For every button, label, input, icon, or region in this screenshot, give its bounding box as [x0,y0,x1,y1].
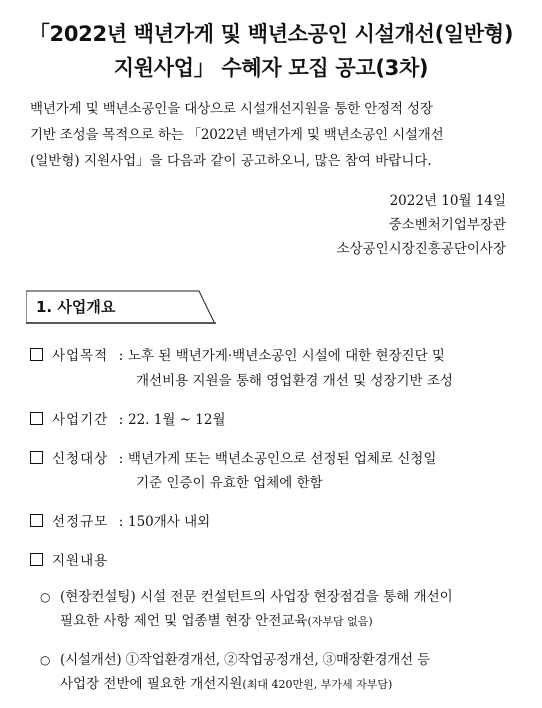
support-bullet-consulting [40,585,453,605]
intro-line: (일반형) 지원사업」을 다음과 같이 공고하오니, 많은 참여 바랍니다. [30,153,432,169]
support-row [30,549,114,569]
notice-title-line1: 「2022년 백년가게 및 백년소공인 시설개선(일반형) [28,22,514,46]
circle-bullet-icon: ○ [40,653,51,667]
facility-note: (최대 420만원, 부가세 자부담) [242,678,393,691]
facility-line1: (시설개선) ①작업환경개선, ②작업공정개선, ③매장환경개선 등 [60,652,430,668]
consulting-line2 [60,609,373,629]
target-value-line2: 기준 인증이 유효한 업체에 한함 [136,475,323,491]
circle-bullet-icon: ○ [40,590,51,604]
intro-paragraph [30,96,518,174]
support-bullet-facility [40,648,430,668]
notice-title-line2: 지원사업」 수혜자 모집 공고(3차) [113,56,429,80]
intro-line: 백년가게 및 백년소공인을 대상으로 시설개선지원을 통한 안정적 성장 [30,101,433,117]
scale-value: 150개사 내외 [128,514,211,530]
intro-line: 기반 조성을 목적으로 하는 「2022년 백년가게 및 백년소공인 시설개선 [30,127,444,143]
target-key: 신청대상 [52,451,109,467]
colon: : [118,412,124,428]
period-key: 사업기간 [52,412,109,428]
colon: : [118,514,124,530]
purpose-row [30,344,445,364]
issuer-ministry: 중소벤처기업부장관 [388,217,506,233]
section-header [26,290,216,324]
facility-line2 [60,672,392,692]
scale-row [30,510,210,530]
facility-line2-main: 사업장 전반에 필요한 개선지원 [60,676,243,692]
checkbox-square-icon [30,412,43,425]
consulting-line1: (현장컨설팅) 시설 전문 컨설턴트의 사업장 현장점검을 통해 개선이 [60,589,453,605]
scale-key: 선정규모 [52,514,109,530]
checkbox-square-icon [30,514,43,527]
issuer-agency: 소상공인시장진흥공단이사장 [336,241,506,257]
notice-date: 2022년 10월 14일 [389,193,506,209]
checkbox-square-icon [30,348,43,361]
target-value-line1: 백년가게 또는 백년소공인으로 선정된 업체로 신청일 [128,451,437,467]
colon: : [118,451,124,467]
target-row [30,447,436,467]
colon: : [118,348,124,364]
consulting-line2-main: 필요한 사항 제언 및 업종별 현장 안전교육 [60,613,308,629]
purpose-value-line1: 노후 된 백년가게·백년소공인 시설에 대한 현장진단 및 [128,348,445,364]
checkbox-square-icon [30,553,43,566]
purpose-value-line2: 개선비용 지원을 통해 영업환경 개선 및 성장기반 조성 [136,373,453,389]
purpose-key: 사업목적 [52,348,109,364]
consulting-note: (자부담 없음) [307,615,373,628]
section-title: 1. 사업개요 [36,298,116,316]
period-row [30,408,226,428]
support-key: 지원내용 [52,553,109,569]
period-value: 22. 1월 ~ 12월 [128,412,226,428]
checkbox-square-icon [30,451,43,464]
